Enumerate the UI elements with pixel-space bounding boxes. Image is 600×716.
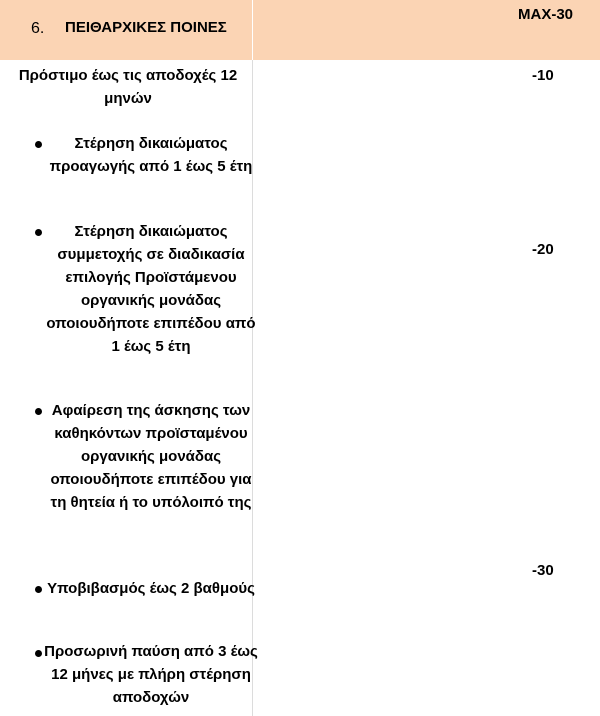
section-number: 6.	[31, 20, 45, 37]
header-section-cell	[0, 0, 252, 60]
list-item-suspension: Προσωρινή παύση από 3 έως 12 μήνες με πλήρη στέρηση αποδοχών	[44, 643, 258, 706]
section-title: ΠΕΙΘΑΡΧΙΚΕΣ ΠΟΙΝΕΣ	[65, 19, 227, 36]
table-header	[0, 0, 600, 60]
list-item-duties-removal: Αφαίρεση της άσκησης των καθηκόντων προϊσταμένου οργανικής μονάδας οποιουδήποτε επιπέδου για τη θητεία ή το υπόλοιπό της	[50, 402, 252, 511]
group2-score: -20	[532, 241, 554, 258]
list-item-demotion: Υποβιβασμός έως 2 βαθμούς	[47, 580, 255, 597]
bullet-icon	[35, 408, 42, 415]
bullet-icon	[35, 586, 42, 593]
bullet-icon	[35, 229, 42, 236]
fine-penalty-label: Πρόστιμο έως τις αποδοχές 12 μηνών	[18, 67, 238, 107]
fine-penalty-score: -10	[532, 67, 554, 84]
header-divider	[252, 0, 253, 60]
group3-score: -30	[532, 562, 554, 579]
max-score-label: MAX-30	[518, 6, 574, 23]
list-item-promotion-ban: Στέρηση δικαιώματος προαγωγής από 1 έως 5 έτη	[49, 135, 253, 175]
list-item-selection-ban: Στέρηση δικαιώματος συμμετοχής σε διαδικασία επιλογής Προϊστάμενου οργανικής μονάδας οποιουδήποτε επιπέδου από 1 έως 5 έτη	[46, 223, 256, 355]
bullet-icon	[35, 650, 42, 657]
bullet-icon	[35, 141, 42, 148]
